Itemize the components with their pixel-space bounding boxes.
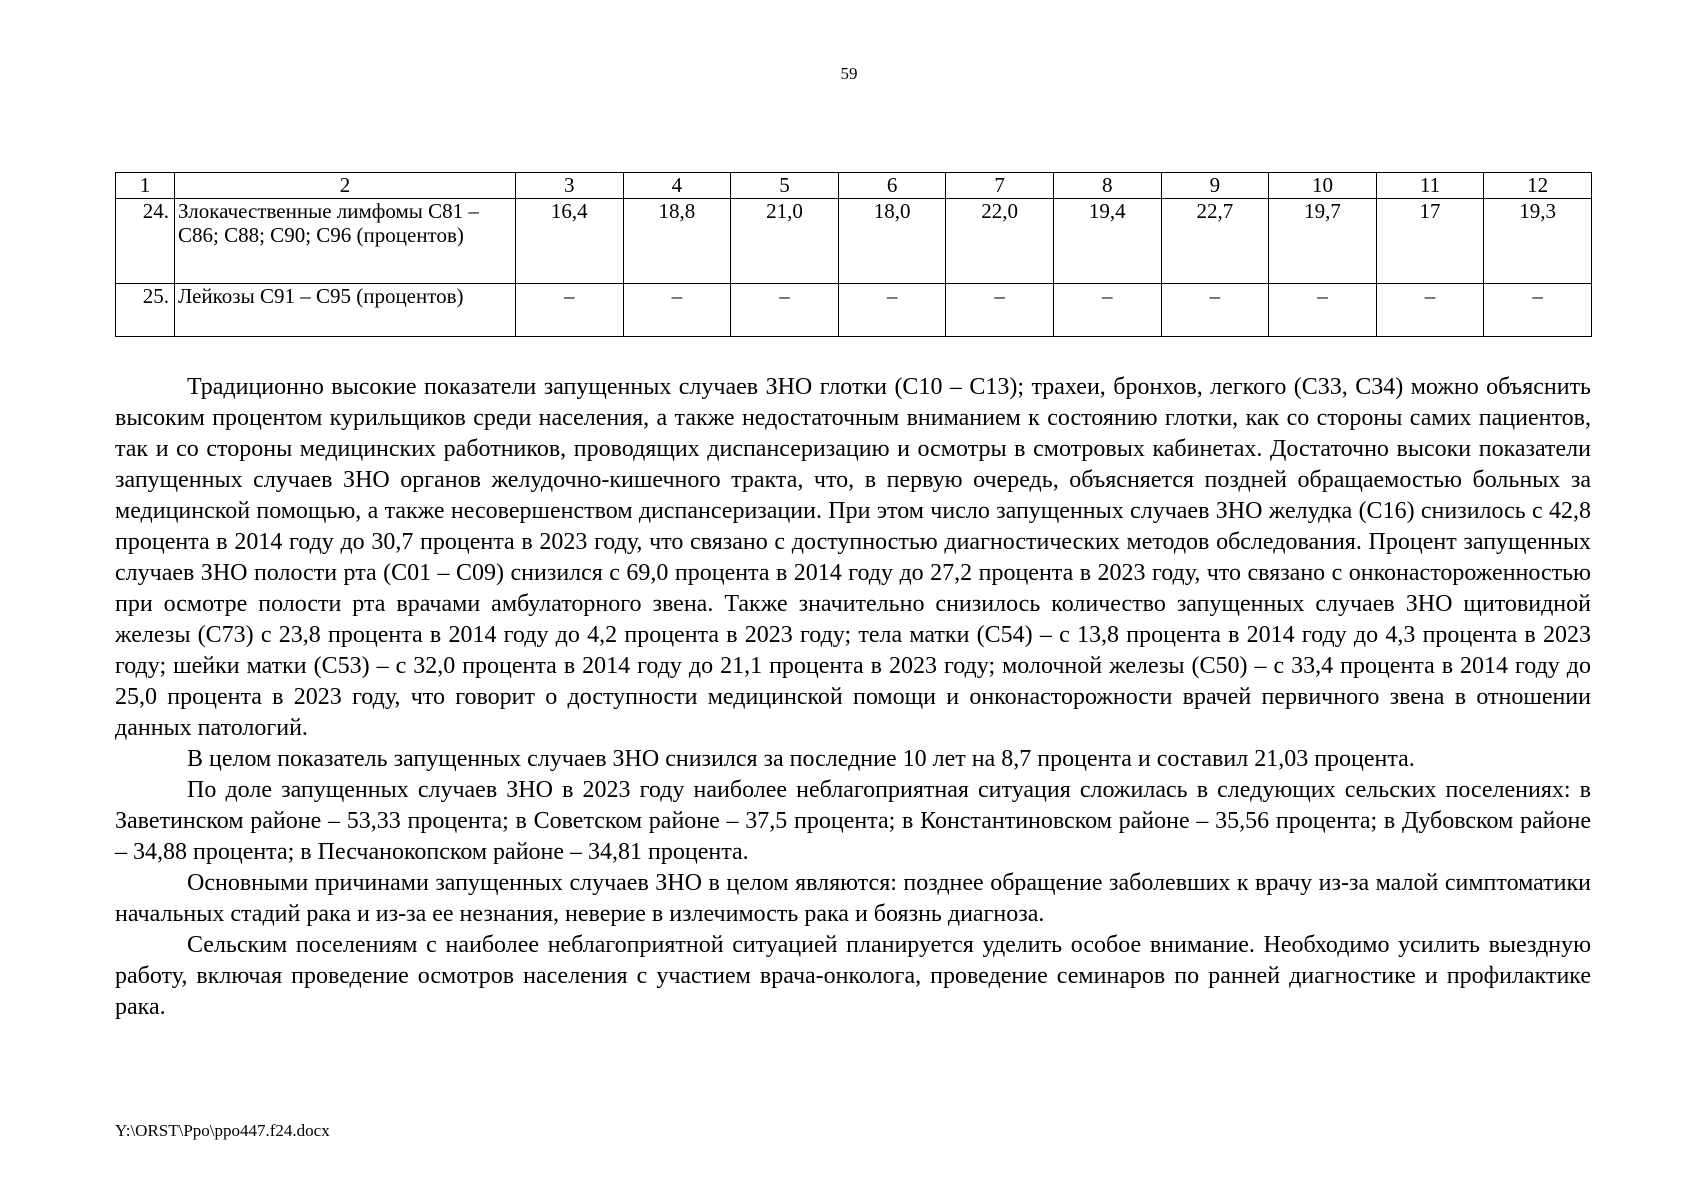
table-cell: 22,0: [946, 199, 1054, 284]
body-text: [115, 372, 1591, 1023]
row-indicator-name: Злокачественные лимфомы С81 – С86; С88; С90; С96 (процентов): [175, 199, 516, 284]
table-cell: 18,0: [838, 199, 946, 284]
table-cell: –: [946, 284, 1054, 337]
column-header: 4: [623, 173, 731, 199]
column-header: 6: [838, 173, 946, 199]
table-cell: –: [1484, 284, 1592, 337]
paragraph: Сельским поселениям с наиболее неблагоприятной ситуацией планируется уделить особое внимание. Необходимо усилить выездную работу, включая проведение осмотров населения с участием врача-онколога, проведение семинаров по ранней диагностике и профилактике рака.: [115, 932, 1591, 1020]
table-cell: 17: [1376, 199, 1484, 284]
table-cell: 16,4: [516, 199, 624, 284]
column-header: 8: [1053, 173, 1161, 199]
table-cell: –: [623, 284, 731, 337]
column-header: 3: [516, 173, 624, 199]
column-header: 12: [1484, 173, 1592, 199]
footer-file-path: Y:\ORST\Ppo\ppo447.f24.docx: [115, 1121, 330, 1140]
table-row: [116, 284, 1592, 337]
table-header-row: [116, 173, 1592, 199]
data-table: [115, 172, 1592, 337]
table-cell: 21,0: [731, 199, 839, 284]
table-cell: –: [731, 284, 839, 337]
paragraph: Традиционно высокие показатели запущенных случаев ЗНО глотки (С10 – С13); трахеи, бронхов, легкого (С33, С34) можно объяснить высоким процентом курильщиков среди населения, а также недостаточным вниманием к состоянию глотки, как со стороны самих пациентов, так и со стороны медицинских работников, проводящих диспансеризацию и осмотры в смотровых кабинетах. Достаточно высоки показатели запущенных случаев ЗНО органов желудочно-кишечного тракта, что, в первую очередь, объясняется поздней обращаемостью больных за медицинской помощью, а также несовершенством диспансеризации. При этом число запущенных случаев ЗНО желудка (С16) снизилось с 42,8 процента в 2014 году до 30,7 процента в 2023 году, что связано с доступностью диагностических методов обследования. Процент запущенных случаев ЗНО полости рта (С01 – С09) снизился с 69,0 процента в 2014 году до 27,2 процента в 2023 году, что связано с онконастороженностью при осмотре полости рта врачами амбулаторного звена. Также значительно снизилось количество запущенных случаев ЗНО щитовидной железы (С73) с 23,8 процента в 2014 году до 4,2 процента в 2023 году; тела матки (С54) – с 13,8 процента в 2014 году до 4,3 процента в 2023 году; шейки матки (С53) – с 32,0 процента в 2014 году до 21,1 процента в 2023 году; молочной железы (С50) – с 33,4 процента в 2014 году до 25,0 процента в 2023 году, что говорит о доступности медицинской помощи и онконасторожности врачей первичного звена в отношении данных патологий.: [115, 374, 1591, 741]
paragraph: По доле запущенных случаев ЗНО в 2023 году наиболее неблагоприятная ситуация сложилась в следующих сельских поселениях: в Заветинском районе – 53,33 процента; в Советском районе – 37,5 процента; в Константиновском районе – 35,56 процента; в Дубовском районе – 34,88 процента; в Песчанокопском районе – 34,81 процента.: [115, 777, 1591, 865]
paragraph: В целом показатель запущенных случаев ЗНО снизился за последние 10 лет на 8,7 процента и составил 21,03 процента.: [187, 746, 1415, 772]
column-header: 5: [731, 173, 839, 199]
table-cell: –: [516, 284, 624, 337]
page-number: 59: [840, 64, 858, 83]
paragraph: Основными причинами запущенных случаев ЗНО в целом являются: позднее обращение заболевших к врачу из-за малой симптоматики начальных стадий рака и из-за ее незнания, неверие в излечимость рака и боязнь диагноза.: [115, 870, 1591, 927]
column-header: 11: [1376, 173, 1484, 199]
table-cell: 19,7: [1269, 199, 1377, 284]
table-row: [116, 199, 1592, 284]
table-cell: –: [1376, 284, 1484, 337]
row-number: 24.: [116, 199, 175, 284]
table-cell: –: [1053, 284, 1161, 337]
table-cell: –: [1269, 284, 1377, 337]
table-cell: 22,7: [1161, 199, 1269, 284]
column-header: 1: [116, 173, 175, 199]
table-cell: 18,8: [623, 199, 731, 284]
table-cell: –: [838, 284, 946, 337]
column-header: 9: [1161, 173, 1269, 199]
table-cell: –: [1161, 284, 1269, 337]
table-cell: 19,4: [1053, 199, 1161, 284]
column-header: 2: [175, 173, 516, 199]
column-header: 10: [1269, 173, 1377, 199]
row-indicator-name: Лейкозы С91 – С95 (процентов): [175, 284, 516, 337]
table-cell: 19,3: [1484, 199, 1592, 284]
column-header: 7: [946, 173, 1054, 199]
row-number: 25.: [116, 284, 175, 337]
